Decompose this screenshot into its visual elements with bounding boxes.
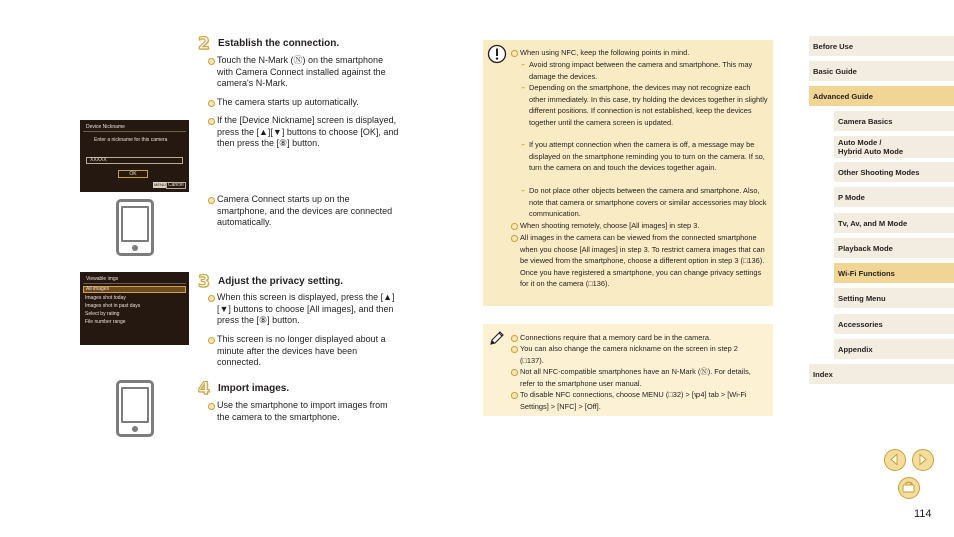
option-all-images: All images xyxy=(83,286,186,293)
caution-icon xyxy=(487,44,507,64)
screen-title: Viewable imgs xyxy=(86,276,119,282)
menu-icon: MENU xyxy=(154,182,166,187)
step-3-title: Adjust the privacy setting. xyxy=(218,276,344,287)
cancel-label: Cancel xyxy=(168,182,184,188)
return-button[interactable] xyxy=(898,477,920,499)
option-shot-today: Images shot today xyxy=(85,295,126,301)
nav-tv-av-m-mode[interactable]: Tv, Av, and M Mode xyxy=(834,213,954,233)
screen-prompt: Enter a nickname for this camera xyxy=(94,137,168,143)
step-2-bullet-1: Touch the N-Mark (Ⓝ) on the smartphone with Camera Connect installed against the camera's N-Mark. xyxy=(208,55,400,90)
nav-basic-guide[interactable]: Basic Guide xyxy=(809,61,954,81)
step-number-2: 2 xyxy=(198,34,210,54)
nav-wifi-functions[interactable]: Wi-Fi Functions xyxy=(834,263,954,283)
step-2-bullet-2: The camera starts up automatically. xyxy=(208,97,400,109)
step-2-title: Establish the connection. xyxy=(218,38,340,49)
note-bullet-2: You can also change the camera nickname on the screen in step 2 (□137). xyxy=(511,343,761,366)
caution-box xyxy=(483,40,773,306)
step-3-bullet-1: When this screen is displayed, press the [▲][▼] buttons to choose [All images], and then press the [⑧] button. xyxy=(208,292,400,327)
caution-bullet-1: When using NFC, keep the following points in mind. xyxy=(511,47,766,59)
step-number-3: 3 xyxy=(198,272,210,292)
step-2-bullet-4: Camera Connect starts up on the smartphone, and the devices are connected automatically. xyxy=(208,194,400,229)
previous-page-button[interactable] xyxy=(884,449,906,471)
nickname-field: XXXXX xyxy=(86,157,183,164)
option-by-rating: Select by rating xyxy=(85,311,120,317)
nav-playback-mode[interactable]: Playback Mode xyxy=(834,238,954,258)
nav-before-use[interactable]: Before Use xyxy=(809,36,954,56)
step-2-bullet-3: If the [Device Nickname] screen is displayed, press the [▲][▼] buttons to choose [OK], and then press the [⑧] button. xyxy=(208,115,400,150)
arrow-left-icon xyxy=(885,450,904,469)
option-file-number: File number range xyxy=(85,319,126,325)
nav-accessories[interactable]: Accessories xyxy=(834,314,954,334)
step-4-bullet-1: Use the smartphone to import images from the camera to the smartphone. xyxy=(208,400,400,423)
step-4-title: Import images. xyxy=(218,383,290,394)
note-bullet-3: Not all NFC-compatible smartphones have an N-Mark (Ⓝ). For details, refer to the smartphone user manual. xyxy=(511,366,763,389)
caution-sub-4: – Do not place other objects between the camera and smartphone. Also, note that camera or smartphone covers or similar accessories may block communication. xyxy=(521,185,769,220)
viewable-images-screen xyxy=(80,272,189,345)
nav-index[interactable]: Index xyxy=(809,364,954,384)
device-nickname-screen xyxy=(80,120,189,192)
step-3-bullet-2: This screen is no longer displayed about a minute after the devices have been connected. xyxy=(208,334,400,369)
note-bullet-4: To disable NFC connections, choose MENU (□32) > [ꝕ4] tab > [Wi-Fi Settings] > [NFC] > [Off]. xyxy=(511,389,766,412)
caution-sub-3: – If you attempt connection when the camera is off, a message may be displayed on the smartphone reminding you to turn on the camera. If so, turn the camera on and touch the devices together again. xyxy=(521,139,769,174)
caution-bullet-2: When shooting remotely, choose [All images] in step 3. xyxy=(511,220,766,232)
screen-title: Device Nickname xyxy=(86,124,125,130)
note-bullet-1: Connections require that a memory card be in the camera. xyxy=(511,332,766,344)
return-icon xyxy=(899,478,918,497)
nav-setting-menu[interactable]: Setting Menu xyxy=(834,288,954,308)
caution-sub-1: – Avoid strong impact between the camera and smartphone. This may damage the devices. xyxy=(521,59,769,82)
pencil-icon xyxy=(488,329,506,347)
nav-other-shooting-modes[interactable]: Other Shooting Modes xyxy=(834,162,954,182)
next-page-button[interactable] xyxy=(912,449,934,471)
caution-bullet-3: All images in the camera can be viewed from the connected smartphone when you choose [All images] in step 3. To restrict camera images that can be viewed from the smartphone, choose a different option in step 3 (□136). Once you have registered a smartphone, you can change privacy settings for it on the camera (□136). xyxy=(511,232,768,290)
ok-button: OK xyxy=(118,170,148,178)
caution-sub-2: – Depending on the smartphone, the devices may not recognize each other immediately. In this case, try holding the devices together in slightly different positions. If connection is not established, keep the devices together until the camera screen is updated. xyxy=(521,82,769,128)
step-number-4: 4 xyxy=(198,379,210,399)
smartphone-icon xyxy=(116,199,154,256)
smartphone-icon xyxy=(116,380,154,437)
nav-appendix[interactable]: Appendix xyxy=(834,339,954,359)
nav-auto-mode[interactable]: Auto Mode / Hybrid Auto Mode xyxy=(834,136,954,158)
note-box xyxy=(483,324,773,416)
nav-p-mode[interactable]: P Mode xyxy=(834,187,954,207)
arrow-right-icon xyxy=(913,450,932,469)
option-past-days: Images shot in past days xyxy=(85,303,141,309)
nav-camera-basics[interactable]: Camera Basics xyxy=(834,111,954,131)
page-number: 114 xyxy=(914,508,932,520)
nav-advanced-guide[interactable]: Advanced Guide xyxy=(809,86,954,106)
